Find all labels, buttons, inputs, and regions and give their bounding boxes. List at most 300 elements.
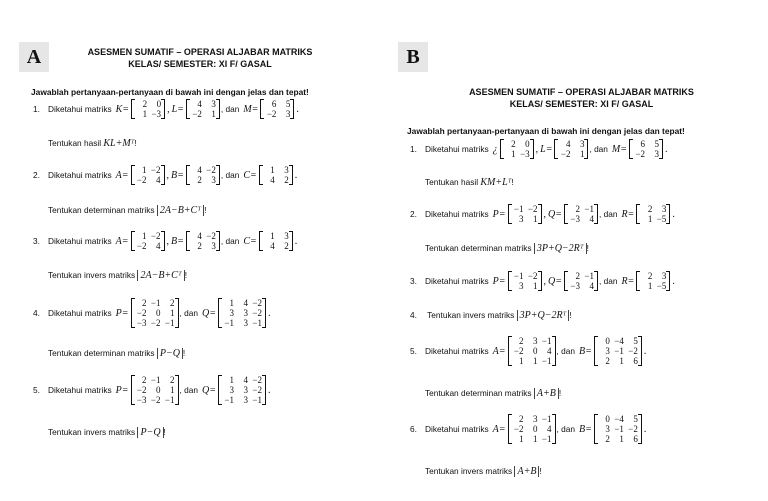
matrix-cell: −2 [136,175,147,185]
matrix-row [511,214,539,224]
matrix-cell: 2 [142,375,147,385]
task-expression: 3P+Q−2Rᵀ [517,310,570,321]
matrix-cell: −2 [252,385,262,395]
matrix-row [134,385,176,395]
task-expression: KM+Lᵀ [480,177,512,188]
matrix-cell: 0 [156,99,162,109]
instruction: Jawablah pertanyaan-pertanyaan di bawah ini dengan jelas dan tepat! [407,126,685,136]
title-line-1: ASESMEN SUMATIF – OPERASI ALJABAR MATRIKS [469,87,694,97]
matrix-row [639,271,667,281]
matrix-cell: −2 [206,231,216,241]
question-number: 3. [33,236,40,246]
matrix-cell: −1 [541,356,552,366]
matrix-cell: 3 [243,395,248,405]
matrix-cell: 3 [229,308,234,318]
matrix-cell: −1 [584,271,594,281]
matrix-cell: −2 [635,149,645,159]
matrix-cell: −1 [541,434,552,444]
matrix-cell: 1 [270,165,275,175]
worksheet-b [384,0,768,501]
matrix-row [134,109,162,119]
matrix-cell: 3 [519,281,524,291]
page-title [70,46,330,70]
question-intro: Diketahui matriks [48,385,112,395]
matrix-name: R= [621,208,635,220]
matrix-cell: −1 [224,318,234,328]
matrix-row [557,139,585,149]
matrix-k [131,99,165,119]
matrix-c [259,165,293,185]
matrix-row [134,308,176,318]
matrix-row [511,346,553,356]
question-number: 5. [410,346,417,356]
matrix-row [134,318,176,328]
question-1-task [48,138,137,149]
separator: , dan [556,346,575,356]
matrix-cell: −2 [192,109,202,119]
label-a-badge: A [19,42,49,72]
matrix-cell: 6 [640,139,645,149]
question-5 [33,375,271,405]
matrix-cell: 3 [605,346,610,356]
task-tail: ! [163,427,166,437]
matrix-cell: −2 [628,346,638,356]
matrix-cell: 4 [243,375,248,385]
matrix-cell: 1 [519,356,524,366]
matrix-cell: −2 [527,271,538,281]
matrix-cell: 2 [142,99,148,109]
task-expression: 2A−B+Cᵀ [157,205,204,216]
matrix-p [508,204,542,224]
end-dot: . [296,103,299,115]
matrix-cell: 0 [156,385,161,395]
matrix-row [567,214,595,224]
task-tail: ! [204,205,207,215]
matrix-cell: 3 [211,241,216,251]
matrix-cell: −4 [614,414,624,424]
matrix-cell: −2 [136,241,147,251]
question-1-task [425,177,514,188]
matrix-cell: −2 [150,395,161,405]
matrix-cell: −2 [527,204,538,214]
matrix-row [134,165,162,175]
matrix-q [218,298,266,328]
matrix-cell: 0 [605,336,610,346]
question-number: 2. [410,209,417,219]
matrix-cell: 1 [533,214,538,224]
task-text: Tentukan determinan matriks [425,388,532,398]
question-3-task [48,270,187,281]
question-6 [410,414,647,444]
matrix-row [597,356,639,366]
matrix-row [597,346,639,356]
matrix-cell: 3 [533,414,538,424]
question-6-task [425,466,542,477]
task-tail: ! [586,243,589,253]
matrix-q [564,271,598,291]
matrix-row [511,281,539,291]
matrix-cell: 1 [229,375,234,385]
matrix-cell: −5 [656,281,667,291]
question-number: 3. [410,276,417,286]
matrix-name: B= [171,235,184,247]
question-5-task [425,388,561,399]
matrix-row [262,241,290,251]
matrix-name: L= [171,103,184,115]
question-3 [410,271,676,291]
task-text: Tentukan hasil [48,138,102,148]
matrix-cell: 2 [170,298,175,308]
matrix-cell: 1 [619,434,624,444]
question-number: 4. [410,310,417,320]
matrix-name: M= [243,103,259,115]
matrix-cell: 1 [533,434,538,444]
question-number: 2. [33,170,40,180]
question-1 [410,139,669,159]
task-text: Tentukan invers matriks [48,427,136,437]
matrix-cell: −2 [136,385,147,395]
matrix-a [131,165,165,185]
matrix-cell: 3 [654,149,659,159]
matrix-row [597,424,639,434]
question-4 [33,298,271,328]
question-4 [410,310,572,321]
matrix-row [262,175,290,185]
end-dot: . [294,235,298,247]
separator: , dan [220,104,240,114]
matrix-cell: 1 [533,356,538,366]
matrix-name: L= [540,143,553,155]
matrix-cell: −1 [513,204,524,214]
matrix-cell: 5 [633,336,638,346]
matrix-cell: −2 [252,375,262,385]
matrix-cell: 1 [647,214,653,224]
matrix-row [597,336,639,346]
matrix-b [594,336,642,366]
matrix-row [597,434,639,444]
matrix-name: ¿ [492,143,498,155]
matrix-cell: 4 [547,346,552,356]
matrix-row [262,165,290,175]
matrix-name: Q= [201,307,216,319]
matrix-row [511,434,553,444]
matrix-cell: 3 [285,109,291,119]
matrix-cell: 1 [270,231,275,241]
matrix-row [632,149,660,159]
matrix-cell: 3 [211,175,216,185]
matrix-name: B= [578,423,592,435]
matrix-cell: 3 [579,139,585,149]
question-intro: Diketahui matriks [48,308,112,318]
question-intro: Diketahui matriks [48,170,112,180]
matrix-cell: −1 [164,318,175,328]
matrix-m [629,139,663,159]
matrix-row [263,99,291,109]
task-tail: ! [539,466,542,476]
matrix-name: Q= [548,275,562,287]
matrix-row [134,375,176,385]
matrix-cell: −1 [541,336,552,346]
end-dot: . [672,208,675,220]
matrix-row [221,395,263,405]
matrix-row [632,139,660,149]
task-tail: ! [558,388,562,398]
matrix-l [554,139,588,159]
matrix-name: A= [115,169,129,181]
separator: , [166,235,169,247]
matrix-cell: 3 [533,336,538,346]
matrix-cell: 2 [284,175,289,185]
separator: , [167,103,170,115]
matrix-row [262,231,290,241]
task-tail: ! [569,310,572,320]
matrix-row [597,414,639,424]
matrix-l [186,99,220,119]
matrix-row [511,271,539,281]
task-text: Tentukan invers matriks [48,270,136,280]
matrix-name: P= [492,275,506,287]
end-dot: . [665,143,668,155]
matrix-cell: −2 [136,308,147,318]
separator: , dan [598,276,618,286]
matrix-row [511,424,553,434]
matrix-a [508,414,556,444]
matrix-cell: 2 [575,204,580,214]
matrix-r [636,271,670,291]
matrix-name: Q= [548,208,562,220]
matrix-name: A= [492,423,506,435]
matrix-name: Q= [201,384,216,396]
matrix-cell: 0 [533,346,538,356]
question-intro: Diketahui matriks [425,424,489,434]
question-2-task [48,205,206,216]
matrix-cell: 3 [243,308,248,318]
matrix-cell: 2 [142,298,147,308]
separator: , [535,143,539,155]
question-intro: Diketahui matriks [425,144,489,154]
matrix-cell: 3 [243,318,248,328]
matrix-row [511,204,539,214]
matrix-cell: −2 [513,424,524,434]
matrix-cell: −2 [206,165,216,175]
matrix-cell: 5 [654,139,659,149]
matrix-cell: −2 [560,149,571,159]
separator: , dan [179,308,198,318]
matrix-cell: −4 [614,336,624,346]
matrix-m [260,99,294,119]
matrix-row [503,149,531,159]
matrix-row [134,99,162,109]
matrix-row [567,281,595,291]
matrix-cell: 1 [170,385,175,395]
task-text: Tentukan determinan matriks [48,348,155,358]
matrix-name: B= [578,345,592,357]
label-b-badge: B [398,42,428,72]
matrix-cell: 0 [533,424,538,434]
matrix-cell: −2 [150,165,161,175]
matrix-cell: 1 [647,281,653,291]
matrix-row [221,318,263,328]
question-2 [33,165,298,185]
matrix-row [567,204,595,214]
question-intro: Diketahui matriks [48,104,112,114]
separator: , dan [179,385,198,395]
matrix-cell: −2 [266,109,277,119]
matrix-cell: 3 [519,214,524,224]
title-line-2: KELAS/ SEMESTER: XI F/ GASAL [128,59,272,69]
matrix-cell: 4 [197,99,202,109]
matrix-cell: 4 [156,241,161,251]
matrix-row [503,139,531,149]
task-tail: ! [134,138,137,148]
task-text: Tentukan determinan matriks [48,205,155,215]
task-tail: ! [182,348,186,358]
matrix-p [131,298,179,328]
matrix-cell: 2 [519,336,524,346]
question-number: 5. [33,385,40,395]
matrix-cell: 1 [619,356,624,366]
matrix-row [221,298,263,308]
task-expression: A+B [534,388,559,399]
matrix-cell: 4 [547,424,552,434]
matrix-cell: 4 [197,231,202,241]
matrix-cell: −2 [628,424,638,434]
matrix-cell: 0 [525,139,530,149]
question-2-task [425,243,589,254]
question-3 [33,231,298,251]
question-4-task [48,348,185,359]
task-expression: P−Q [137,427,163,438]
matrix-row [134,241,162,251]
matrix-name: P= [115,384,129,396]
title-line-1: ASESMEN SUMATIF – OPERASI ALJABAR MATRIKS [87,47,313,57]
matrix-cell: 2 [284,241,289,251]
matrix-a [131,231,165,251]
matrix-row [221,385,263,395]
matrix-cell: 2 [605,434,610,444]
task-text: Tentukan hasil [425,177,479,187]
matrix-cell: −3 [136,318,147,328]
matrix-cell: 6 [633,434,638,444]
matrix-p [131,375,179,405]
matrix-row [511,356,553,366]
question-5-task [48,427,166,438]
matrix-cell: −3 [151,109,162,119]
matrix-cell: −1 [252,395,262,405]
matrix-cell: 1 [142,109,148,119]
matrix-cell: 2 [605,356,610,366]
matrix-cell: 2 [647,204,653,214]
matrix-cell: 3 [284,231,289,241]
matrix-cell: 3 [211,99,216,109]
matrix-cell: −3 [136,395,147,405]
matrix-row [511,414,553,424]
matrix-cell: 3 [661,204,667,214]
matrix-cell: 1 [211,109,216,119]
matrix-name: K= [115,103,130,115]
matrix-cell: 2 [197,175,202,185]
matrix-cell: −5 [656,214,667,224]
matrix-a [508,336,556,366]
matrix-name: A= [492,345,506,357]
matrix-cell: −1 [513,271,524,281]
matrix-cell: 0 [605,414,610,424]
matrix-cell: 5 [633,414,638,424]
end-dot: . [672,275,675,287]
matrix-cell: 4 [565,139,571,149]
title-line-2: KELAS/ SEMESTER: XI F/ GASAL [509,99,654,109]
matrix-cell: −3 [570,214,580,224]
matrix-cell: −2 [513,346,524,356]
matrix-row [221,308,263,318]
matrix-cell: −1 [614,424,624,434]
matrix-row [189,175,217,185]
matrix-cell: 4 [589,214,594,224]
matrix-cell: −3 [520,149,530,159]
question-intro: Diketahui matriks [425,209,489,219]
matrix-row [189,241,217,251]
matrix-q [564,204,598,224]
end-dot: . [267,384,271,396]
matrix-name: C= [243,235,257,247]
matrix-cell: 6 [271,99,277,109]
matrix-cell: −1 [584,204,594,214]
end-dot: . [267,307,271,319]
matrix-b [186,231,220,251]
matrix-row [221,375,263,385]
matrix-row [189,231,217,241]
matrix-row [189,109,217,119]
matrix-row [511,336,553,346]
matrix-cell: 1 [142,231,147,241]
matrix-name: P= [492,208,506,220]
task-text: Tentukan invers matriks [427,310,515,320]
matrix-cell: −2 [150,231,161,241]
matrix-row [189,99,217,109]
matrix-cell: 1 [229,298,234,308]
matrix-row [134,175,162,185]
separator: , dan [598,209,618,219]
matrix-cell: −1 [252,318,262,328]
matrix-c [259,231,293,251]
matrix-cell: 4 [589,281,594,291]
question-number: 1. [410,144,417,154]
matrix-cell: 1 [519,434,524,444]
question-intro: Diketahui matriks [425,276,489,286]
matrix-cell: 4 [156,175,161,185]
matrix-r [636,204,670,224]
matrix-cell: 3 [661,271,667,281]
matrix-cell: 2 [170,375,175,385]
matrix-cell: 2 [647,271,653,281]
matrix-cell: 4 [270,175,275,185]
matrix-name: B= [171,169,184,181]
matrix-row [263,109,291,119]
question-number: 4. [33,308,40,318]
matrix-b [594,414,642,444]
matrix-cell: 4 [197,165,202,175]
matrix-cell: 3 [229,385,234,395]
matrix-q [218,375,266,405]
matrix-name: C= [243,169,257,181]
separator: , dan [220,170,240,180]
task-expression: KL+Mᵀ [103,138,135,149]
question-2 [410,204,676,224]
matrix-row [557,149,585,159]
matrix-row [639,281,667,291]
matrix-row [189,165,217,175]
task-expression: A+B [514,466,539,477]
